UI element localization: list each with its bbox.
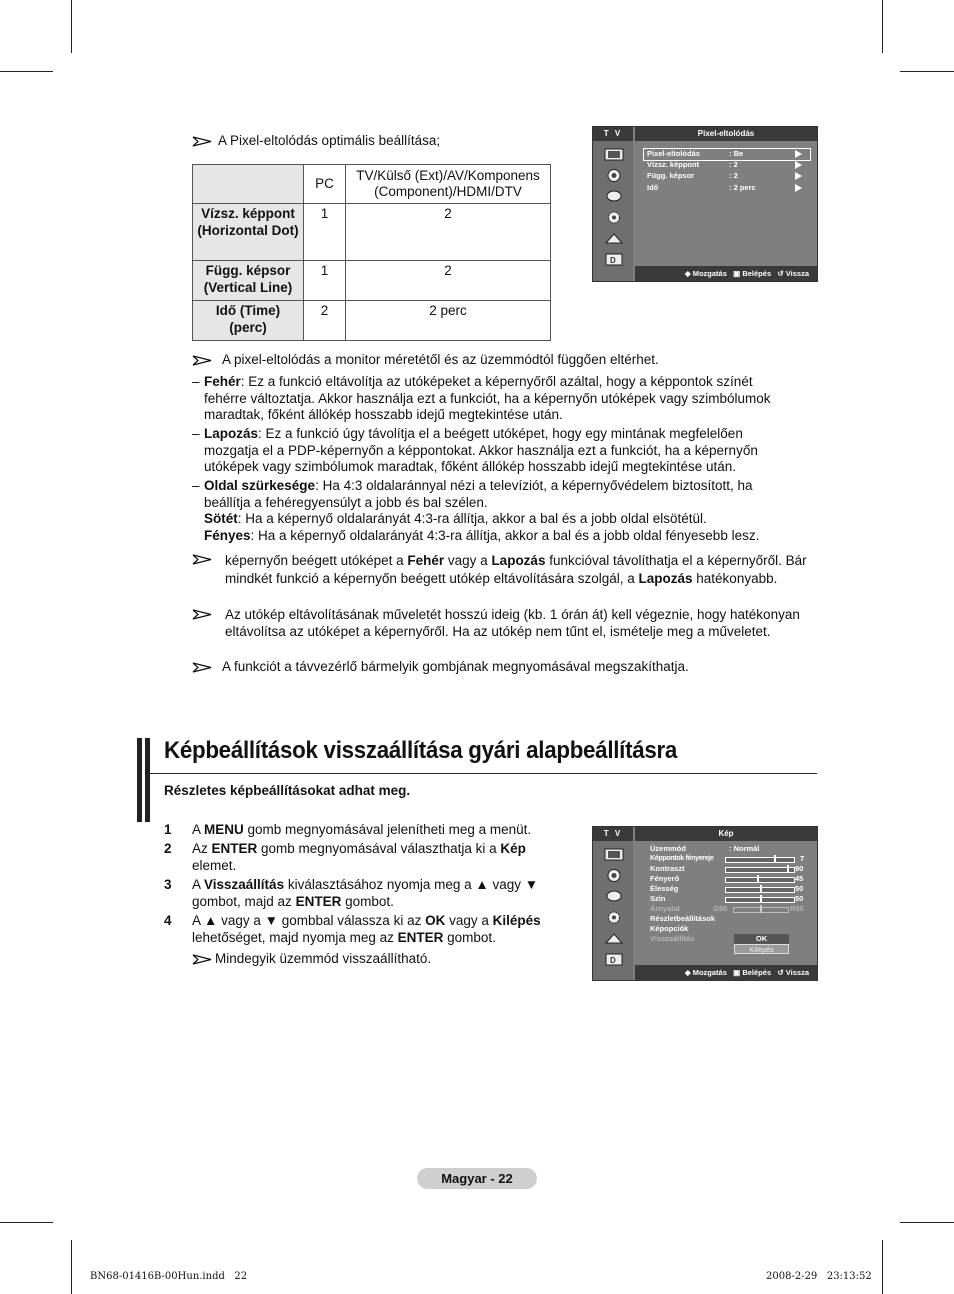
section-subtitle: Részletes képbeállításokat adhat meg. [164, 783, 411, 798]
osd-pixel-shift: T V Pixel-eltolódás D Pixel-eltolódás : Be Vízsz. képpont : 2 Függ. képsor : 2 Idő : 2 perc ◆ Mozgatás ▣ Belépés ↺ Vissza [592, 126, 818, 282]
osd-help-bar: ◆ Mozgatás ▣ Belépés ↺ Vissza [635, 266, 817, 281]
picture-icon [604, 847, 624, 862]
step-3: 3 A Visszaállítás kiválasztásához nyomja meg a ▲ vagy ▼ gombot, majd az ENTER gombot. [164, 877, 539, 909]
channel-icon [604, 189, 624, 204]
enter-icon: ▣ [733, 968, 741, 977]
exit-option[interactable]: Kilépés [734, 944, 789, 954]
step-1: 1 A MENU gomb megnyomásával jelenítheti meg a menüt. [164, 822, 532, 837]
input-icon [604, 931, 624, 946]
item-oldal: – Oldal szürkesége: Ha 4:3 oldalaránnyal nézi a televíziót, a képernyővédelem biztosított, ha beállítja a fehéregyensúlyt a jobb és bal szélen. Sötét: Ha a képernyő oldalarányát 4:3-ra állítja, akkor a bal és a jobb oldal elsötétül. Fényes: Ha a képernyő oldalarányát 4:3-ra állítja, akkor a bal és a jobb oldal fényesebb lesz. [192, 478, 760, 543]
sound-icon [604, 868, 624, 883]
note-3: Az utókép eltávolításának műveletét hosszú ideig (kb. 1 órán át) kell végeznie, hogy hatékonyan eltávolítsa az utóképet a képernyőről. Ha az utókép nem tűnt el, ismételje meg a műveletet. [192, 607, 807, 640]
move-icon: ◆ [684, 968, 691, 977]
table-row: Idő (Time) (perc) 2 2 perc [193, 301, 551, 341]
arrow-right-icon [795, 150, 802, 158]
intro-line: A Pixel-eltolódás optimális beállítása; [192, 133, 440, 150]
slider [725, 867, 795, 873]
step-2: 2 Az ENTER gomb megnyomásával választhatja ki a Kép elemet. [164, 841, 526, 873]
section-bar [145, 738, 150, 822]
arrow-icon [192, 136, 212, 147]
osd-help-bar: ◆ Mozgatás ▣ Belépés ↺ Vissza [635, 965, 817, 980]
arrow-icon [192, 554, 212, 565]
table-header: PC [304, 165, 346, 204]
arrow-icon [192, 954, 212, 965]
note-4: A funkciót a távvezérlő bármelyik gombjának megnyomásával megszakíthatja. [192, 659, 689, 676]
title-rule [150, 773, 817, 774]
digital-icon [604, 952, 624, 967]
setup-icon [604, 210, 624, 225]
svg-text:D: D [610, 256, 616, 265]
return-icon: ↺ [777, 968, 784, 977]
table-row: Vízsz. képpont (Horizontal Dot) 1 2 [193, 204, 551, 261]
note-1: A pixel-eltolódás a monitor méretétől és az üzemmódtól függően eltérhet. [192, 352, 659, 369]
slider-thumb [760, 895, 762, 903]
input-icon [604, 231, 624, 246]
slider [725, 877, 795, 883]
slider-thumb [787, 865, 789, 873]
print-date: 2008-2-29 23:13:52 [766, 1271, 872, 1282]
osd-picture: T V Kép D Üzemmód : Normál Képpontok fényereje 7 Kontraszt 90 Fényerő 45 Élesség 50 Szín 50 Árnyalat G50 R50 Részletbeállítások Képopciók Visszaállítás OK Kilépés ◆ Mozgatás ▣ Belépés ↺ Vissza [592, 826, 818, 981]
section-title: Képbeállítások visszaállítása gyári alapbeállításra [164, 737, 678, 764]
tint-slider [733, 907, 789, 913]
digital-icon [604, 252, 624, 267]
setup-icon [604, 910, 624, 925]
channel-icon [604, 889, 624, 904]
arrow-icon [192, 355, 212, 366]
note-2: képernyőn beégett utóképet a Fehér vagy a Lapozás funkcióval távolíthatja el a képernyőről. Bár mindkét funkció a képernyőn beégett utókép eltávolítására szolgál, a Lapozás hatékonyabb. [192, 552, 807, 588]
sound-icon [604, 168, 624, 183]
step-note: Mindegyik üzemmód visszaállítható. [192, 951, 431, 968]
slider-thumb [774, 855, 776, 863]
arrow-right-icon [795, 172, 802, 180]
step-4: 4 A ▲ vagy a ▼ gombbal válassza ki az OK vagy a Kilépés lehetőséget, majd nyomja meg az ENTER gombot. [164, 913, 541, 945]
arrow-right-icon [795, 161, 802, 169]
move-icon: ◆ [684, 269, 691, 278]
table-header: TV/Külső (Ext)/AV/Komponens (Component)/HDMI/DTV [346, 165, 551, 204]
slider-thumb [757, 875, 759, 883]
slider [725, 857, 795, 863]
enter-icon: ▣ [733, 269, 741, 278]
slider [725, 887, 795, 893]
picture-icon [604, 147, 624, 162]
return-icon: ↺ [777, 269, 784, 278]
arrow-icon [192, 662, 212, 673]
arrow-icon [192, 609, 212, 620]
slider [725, 897, 795, 903]
page-number: Magyar - 22 [417, 1168, 537, 1189]
pixel-shift-table [192, 164, 551, 341]
arrow-right-icon [795, 184, 802, 192]
item-feher: – Fehér: Ez a funkció eltávolítja az utóképeket a képernyőről azáltal, hogy a képpontok színét fehérre változtatja. Akkor használja ezt a funkciót, ha a képernyőn utóképek vagy szimbólumok maradtak, főként állókép hosszabb idejű megtekintése után. [192, 374, 771, 422]
table-row: Függ. képsor (Vertical Line) 1 2 [193, 261, 551, 301]
slider-thumb [760, 885, 762, 893]
svg-text:D: D [610, 956, 616, 965]
file-name: BN68-01416B-00Hun.indd 22 [90, 1271, 248, 1282]
item-lapozas: – Lapozás: Ez a funkció úgy távolítja el a beégett utóképet, hogy egy mintának megfelelően mozgatja el a PDP-képernyőn a képpontokat. Akkor használja ezt a funkciót, ha a képernyőn utóképek vagy szimbólumok maradtak, főként állókép hosszabb idejű megtekintése után. [192, 426, 758, 474]
ok-option[interactable]: OK [734, 934, 789, 944]
section-bar [137, 738, 142, 822]
